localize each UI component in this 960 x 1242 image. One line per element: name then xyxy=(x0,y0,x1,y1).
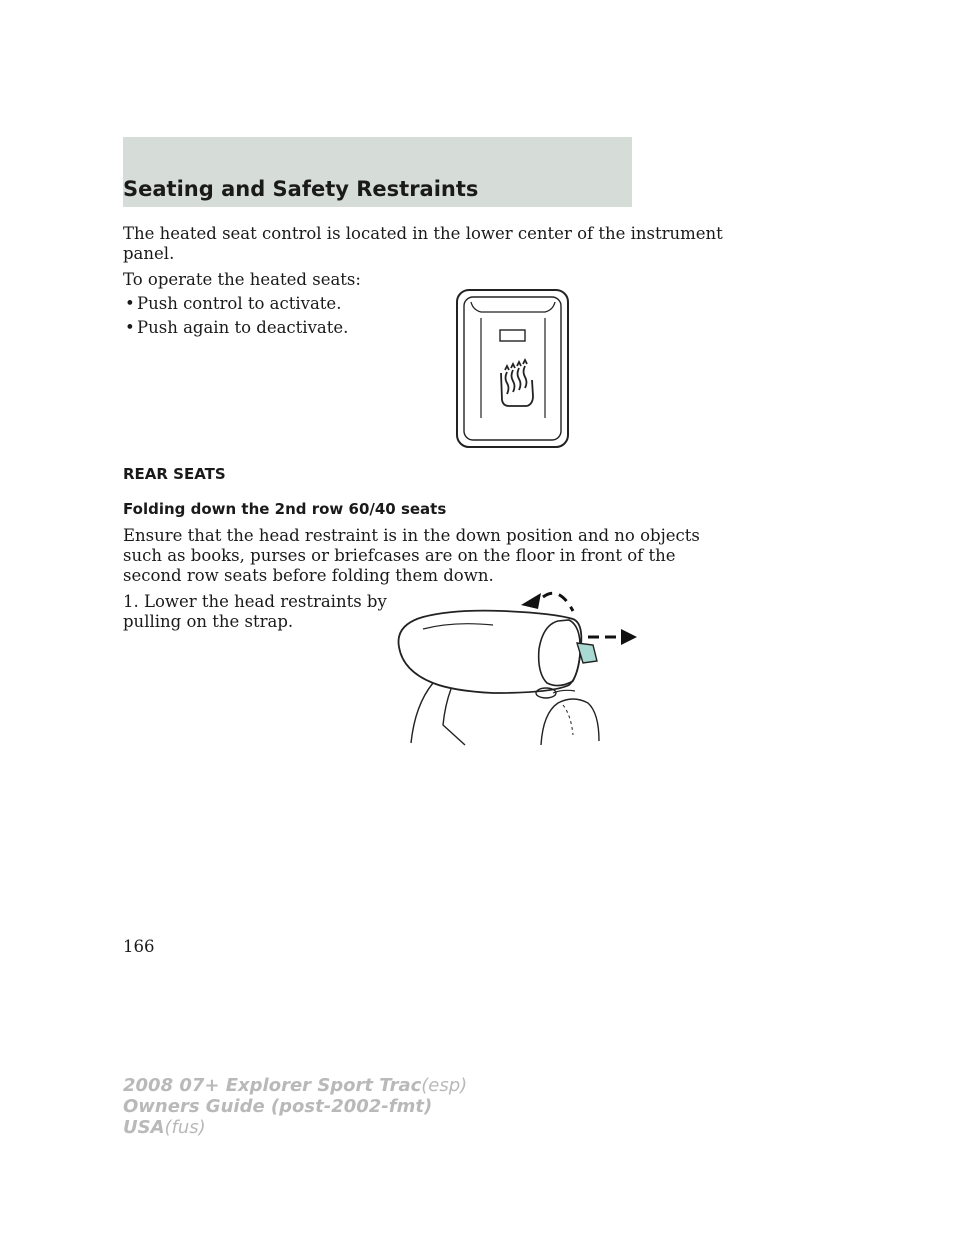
ensure-line-1: Ensure that the head restraint is in the down position and no objects xyxy=(123,526,700,545)
head-restraint-illustration xyxy=(393,585,641,747)
fold-heading: Folding down the 2nd row 60/40 seats xyxy=(123,500,447,518)
pull-arrow-head xyxy=(621,629,637,645)
bullet-text: Push again to deactivate. xyxy=(137,318,349,337)
footer-market: USA xyxy=(123,1117,165,1138)
operate-lead: To operate the heated seats: xyxy=(123,270,361,289)
bullet-text: Push control to activate. xyxy=(137,294,342,313)
bullet-dot: • xyxy=(125,294,135,313)
heated-seat-control-illustration xyxy=(455,288,571,450)
rotate-arrow-head xyxy=(521,593,541,609)
footer-model-code: (esp) xyxy=(421,1075,468,1096)
footer-market-code: (fus) xyxy=(164,1117,206,1138)
rear-seats-heading: REAR SEATS xyxy=(123,465,226,483)
bullet-item xyxy=(125,294,341,314)
bullet-item xyxy=(125,318,348,338)
rotate-arrow xyxy=(543,593,573,611)
ensure-line-3: second row seats before folding them down. xyxy=(123,566,494,585)
footer-line-2 xyxy=(123,1096,467,1117)
bullet-dot: • xyxy=(125,318,135,337)
step-1-line-2: pulling on the strap. xyxy=(123,612,294,631)
footer-line-3 xyxy=(123,1117,467,1138)
footer-model: 2008 07+ Explorer Sport Trac xyxy=(123,1075,422,1096)
footer xyxy=(123,1075,467,1138)
footer-line-1 xyxy=(123,1075,467,1096)
intro-line-2: panel. xyxy=(123,244,175,263)
heated-seat-icon xyxy=(501,360,533,406)
ensure-line-2: such as books, purses or briefcases are on the floor in front of the xyxy=(123,546,676,565)
page-title: Seating and Safety Restraints xyxy=(123,177,479,201)
footer-guide: Owners Guide (post-2002-fmt) xyxy=(123,1096,433,1117)
page-number: 166 xyxy=(123,937,155,956)
step-1-line-1: 1. Lower the head restraints by xyxy=(123,592,387,611)
intro-line-1: The heated seat control is located in the lower center of the instrument xyxy=(123,224,723,243)
